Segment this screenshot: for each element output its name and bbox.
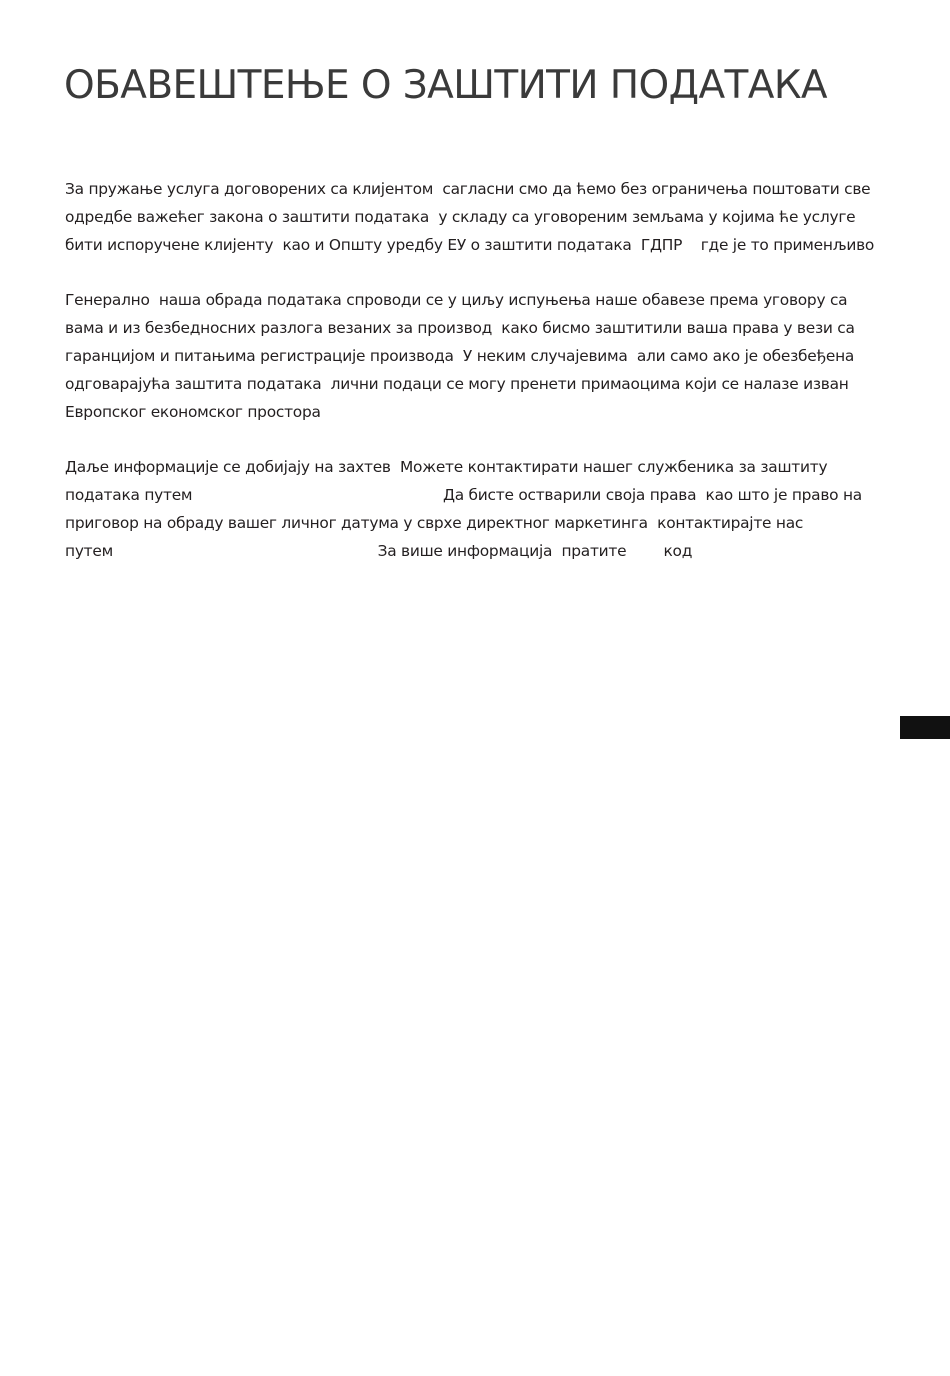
paragraph-contact-info bbox=[65, 453, 862, 565]
paragraph-line: приговор на обраду вашег личног датума у сврхе директног маркетинга контактирајте нас bbox=[65, 514, 804, 532]
page-title: ОБАВЕШТЕЊЕ О ЗАШТИТИ ПОДАТАКА bbox=[64, 63, 828, 108]
paragraph-line: одговарајућа заштита података лични подаци се могу пренети примаоцима који се налазе изван bbox=[65, 375, 849, 393]
paragraph-line: бити испоручене клијенту као и Општу уредбу ЕУ о заштити података ГДПР где је то применљиво bbox=[65, 236, 875, 254]
paragraph-line: података путем Да бисте остварили своја права као што је право на bbox=[65, 486, 862, 504]
paragraph-line: путем За више информација пратите код bbox=[65, 542, 693, 560]
paragraph-line: вама и из безбедносних разлога везаних за производ како бисмо заштитили ваша права у вези са bbox=[65, 319, 855, 337]
paragraph-data-processing-agreement bbox=[65, 175, 874, 259]
paragraph-line: Даље информације се добијају на захтев Можете контактирати нашег службеника за заштиту bbox=[65, 458, 828, 476]
paragraph-line: За пружање услуга договорених са клијентом сагласни смо да ћемо без ограничења поштовати све bbox=[65, 180, 871, 198]
paragraph-processing-purpose bbox=[65, 286, 855, 426]
paragraph-line: Европског економског простора bbox=[65, 403, 321, 421]
paragraph-line: Генерално наша обрада података спроводи се у циљу испуњења наше обавезе према уговору са bbox=[65, 291, 848, 309]
paragraph-line: одредбе важећег закона о заштити података у складу са уговореним земљама у којима ће услуге bbox=[65, 208, 856, 226]
paragraph-line: гаранцијом и питањима регистрације производа У неким случајевима али само ако је обезбеђена bbox=[65, 347, 855, 365]
language-tab-marker bbox=[900, 716, 950, 739]
